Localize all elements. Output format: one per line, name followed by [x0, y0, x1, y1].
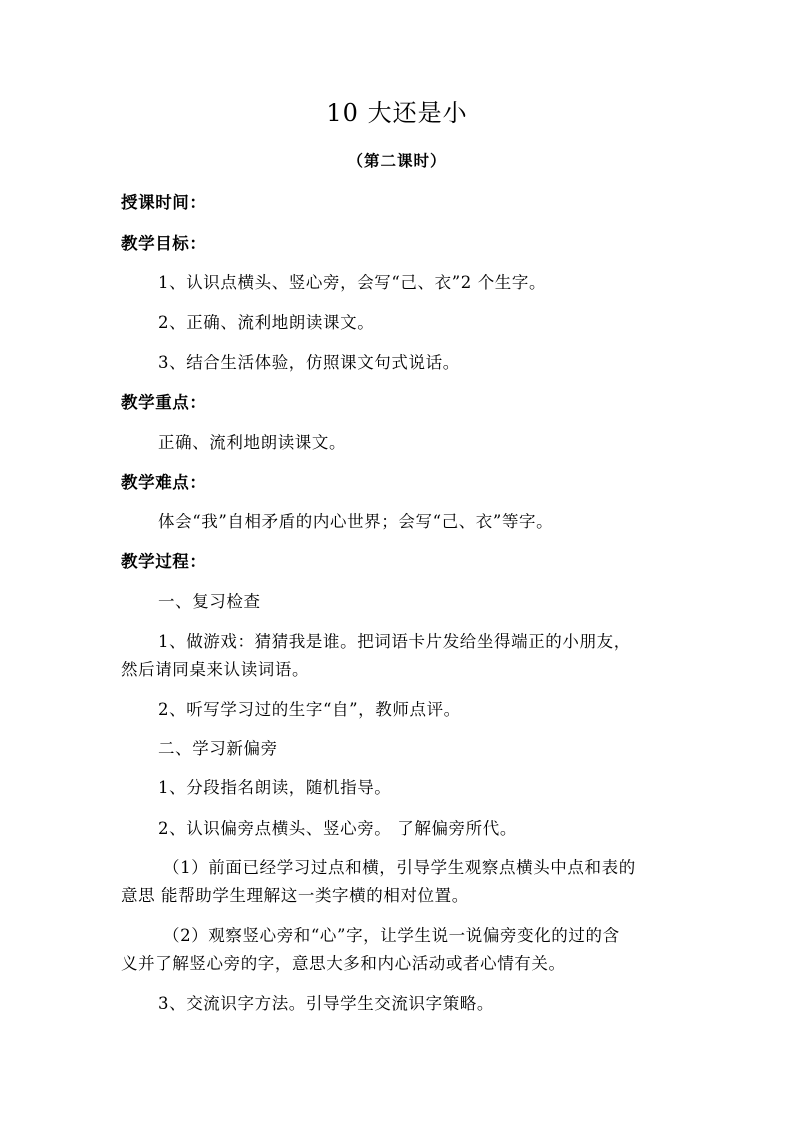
teaching-process-label: 教学过程： [121, 552, 207, 571]
goal-item-2: 2、正确、流利地朗读课文。 [158, 313, 375, 332]
teaching-goals-label: 教学目标： [121, 234, 207, 253]
section-review-title: 一、复习检查 [158, 592, 261, 611]
goal-item-1: 1、认识点横头、竖心旁，会写“己、衣”2 个生字。 [158, 273, 547, 292]
review-item-1-line-2: 然后请同桌来认读词语。 [121, 660, 310, 679]
radicals-sub-1-line-2: 意思 能帮助学生理解这一类字横的相对位置。 [121, 886, 469, 905]
review-item-2: 2、听写学习过的生字“自”，教师点评。 [158, 700, 461, 719]
teaching-key-label: 教学重点： [121, 393, 207, 412]
review-item-1-line-1: 1、做游戏：猜猜我是谁。把词语卡片发给坐得端正的小朋友， [158, 632, 631, 651]
goal-item-3: 3、结合生活体验，仿照课文句式说话。 [158, 353, 460, 372]
radicals-item-1: 1、分段指名朗读，随机指导。 [158, 778, 392, 797]
teaching-key-text: 正确、流利地朗读课文。 [158, 433, 347, 452]
radicals-sub-2-line-1: （2）观察竖心旁和“心”字，让学生说一说偏旁变化的过的含 [163, 926, 620, 945]
radicals-sub-1-line-1: （1）前面已经学习过点和横，引导学生观察点横头中点和表的 [163, 858, 636, 877]
teaching-difficulty-label: 教学难点： [121, 473, 207, 492]
lesson-subtitle: （第二课时） [347, 151, 447, 170]
radicals-sub-2-line-2: 义并了解竖心旁的字，意思大多和内心活动或者心情有关。 [121, 954, 566, 973]
radicals-item-3: 3、交流识字方法。引导学生交流识字策略。 [158, 994, 494, 1013]
section-radicals-title: 二、学习新偏旁 [158, 739, 278, 758]
lesson-title: 10 大还是小 [326, 99, 468, 127]
radicals-item-2: 2、认识偏旁点横头、竖心旁。 了解偏旁所代。 [158, 819, 517, 838]
teaching-time-label: 授课时间： [121, 193, 207, 212]
teaching-difficulty-text: 体会“我”自相矛盾的内心世界；会写“己、衣”等字。 [158, 512, 554, 531]
